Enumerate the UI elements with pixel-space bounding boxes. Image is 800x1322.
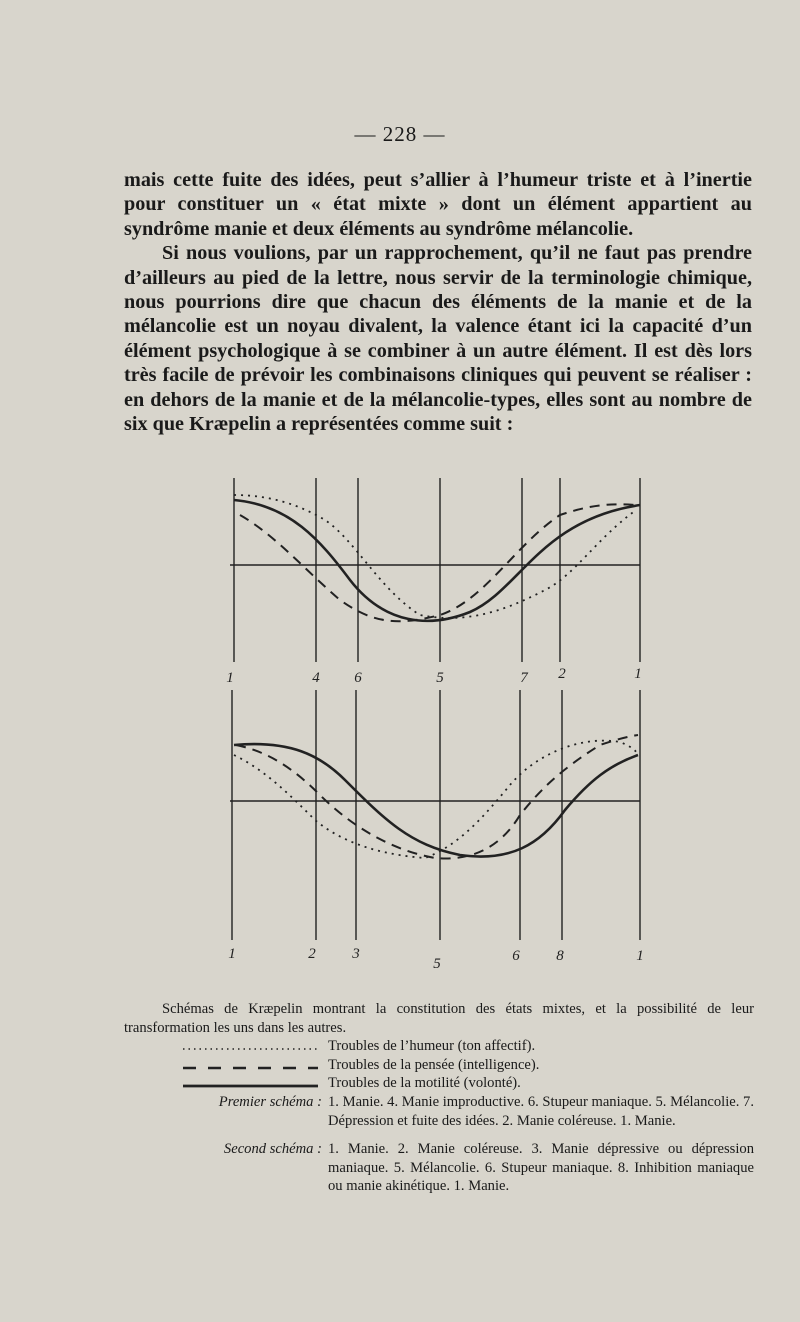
schema-2-description: 1. Manie. 2. Manie coléreuse. 3. Manie dépressive ou dépression maniaque. 5. Mélancolie. 6. Stupeur maniaque. 8. Inhibition maniaque ou manie akinétique. 1. Manie. <box>328 1141 754 1195</box>
schema-1-volonte-curve <box>234 500 640 621</box>
legend-row-motilite <box>124 1074 754 1093</box>
schema-1-number: 1 <box>634 666 642 682</box>
schema-2-number: 5 <box>433 956 441 972</box>
schema-2-number: 6 <box>512 948 520 964</box>
schema-2-number: 1 <box>228 946 236 962</box>
schema-1-description: 1. Manie. 4. Manie improductive. 6. Stupeur maniaque. 5. Mélancolie. 7. Dépression et fuite des idées. 2. Manie coléreuse. 1. Manie. <box>328 1093 754 1129</box>
schema-1 <box>230 478 640 662</box>
legend-text: Troubles de la motilité (volonté). <box>328 1075 521 1092</box>
schema-1-pensee-curve <box>240 504 636 621</box>
schema-1-numbers <box>226 666 642 686</box>
caption-intro: Schémas de Kræpelin montrant la constitution des états mixtes, et la possibilité de leur transformation les uns dans les autres. <box>124 1001 754 1036</box>
schema-1-number: 1 <box>226 670 234 686</box>
dashed-line-sample <box>183 1056 318 1072</box>
schema-1-number: 7 <box>520 670 528 686</box>
schema-2 <box>230 690 640 940</box>
paragraph-2: Si nous voulions, par un rapprochement, qu’il ne faut pas prendre d’ailleurs au pied de la lettre, nous servir de la terminologie chimique, nous pourrions dire que chacun des éléments de la manie et de la mélancolie est un noyau divalent, la valence étant ici la capacité d’un élément psychologique à se combiner à un autre élément. Il est dès lors très facile de prévoir les combinaisons cliniques qui peuvent se réaliser : en dehors de la manie et de la mélancolie-types, elles sont au nombre de six que Kræpelin a représentées comme suit : <box>124 242 752 436</box>
solid-line-sample <box>183 1074 318 1090</box>
legend-row-humeur <box>124 1037 754 1056</box>
legend-row-pensee <box>124 1056 754 1075</box>
schema-2-number: 8 <box>556 948 564 964</box>
schema-1-legend <box>124 1093 754 1130</box>
schema-2-numbers <box>228 946 644 972</box>
schema-1-number: 4 <box>312 670 320 686</box>
schema-1-number: 5 <box>436 670 444 686</box>
schema-1-label: Premier schéma : <box>218 1093 322 1110</box>
legend-text: Troubles de l’humeur (ton affectif). <box>328 1038 536 1055</box>
schema-2-label: Second schéma : <box>223 1141 322 1158</box>
schema-1-number: 2 <box>558 666 566 682</box>
dotted-line-sample <box>183 1037 318 1053</box>
legend-text: Troubles de la pensée (intelligence). <box>328 1056 540 1073</box>
schema-2-legend <box>124 1140 754 1196</box>
schema-1-number: 6 <box>354 670 362 686</box>
figure-caption <box>124 1000 754 1196</box>
schema-2-number: 1 <box>636 948 644 964</box>
schema-2-number: 3 <box>352 946 360 962</box>
page-number: — 228 — <box>354 122 446 146</box>
schema-2-number: 2 <box>308 946 316 962</box>
paragraph-1: mais cette fuite des idées, peut s’allier à l’humeur triste et à l’inertie pour constituer un « état mixte » dont un élément appartient au syndrôme manie et deux éléments au syndrôme mélancolie. <box>124 169 752 240</box>
schema-2-humeur-curve <box>234 741 638 858</box>
